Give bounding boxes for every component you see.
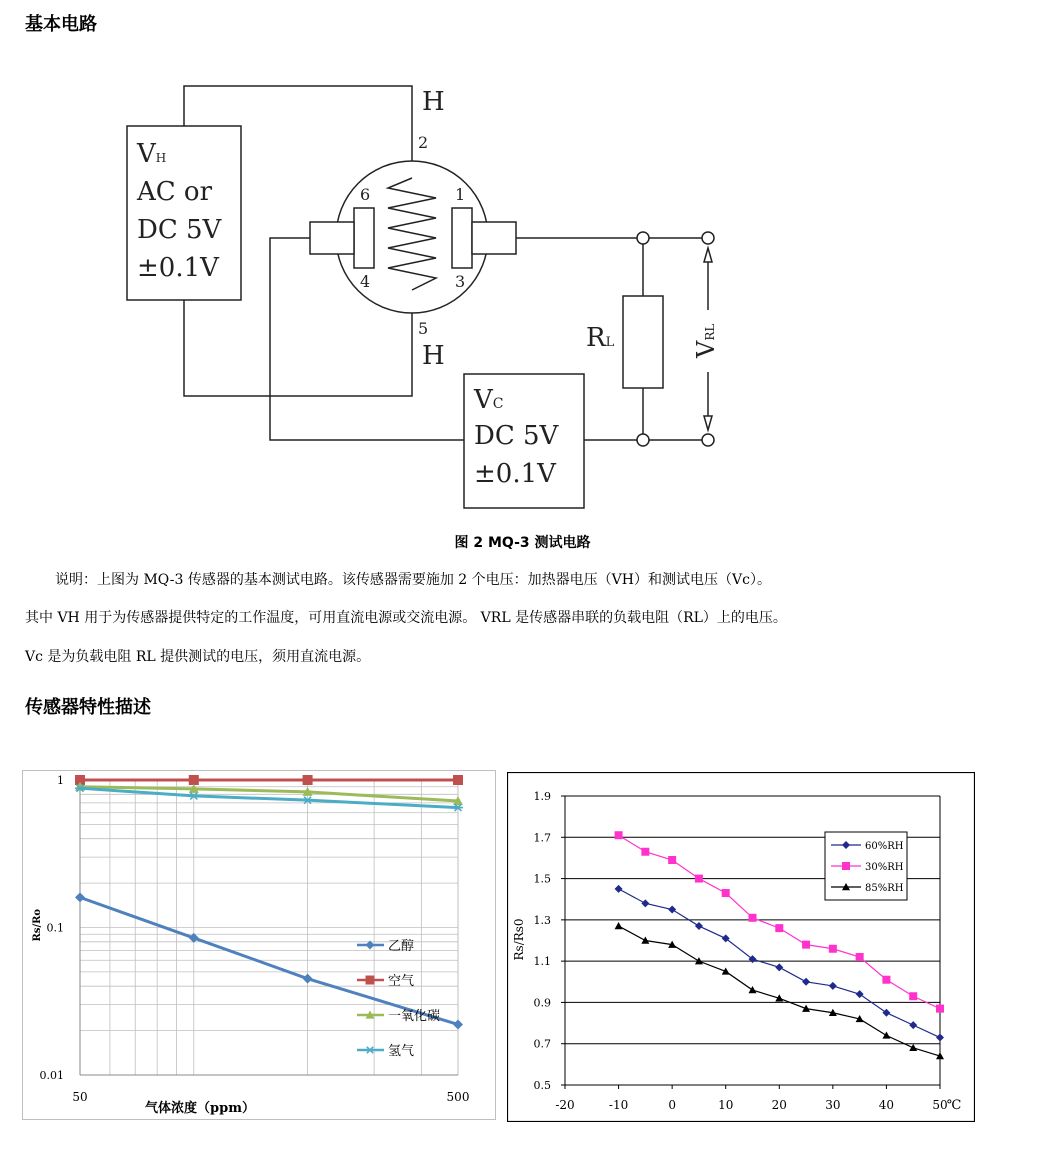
label-h-top: H: [422, 87, 445, 117]
legend-marker: [842, 862, 850, 870]
pin-label-2: 2: [418, 133, 429, 152]
arrow-up: [704, 248, 712, 262]
x-tick-label: 50: [932, 1098, 948, 1112]
chart-frame: [508, 773, 975, 1122]
load-label-sub: L: [605, 335, 615, 350]
pin-label-6: 6: [360, 185, 371, 204]
legend-label: 空气: [388, 974, 415, 989]
x-tick-label: 500: [446, 1090, 470, 1104]
y-tick-label: 0.7: [533, 1037, 551, 1051]
x-tick-label: 20: [771, 1098, 787, 1112]
heater-label-v: V: [137, 139, 156, 169]
data-point: [695, 875, 703, 883]
data-point: [856, 953, 864, 961]
y-tick-label: 1.5: [533, 872, 551, 886]
output-label-sub: RL: [703, 323, 717, 341]
terminal-bottom: [702, 434, 714, 446]
pin-label-3: 3: [455, 272, 466, 291]
y-tick-label: 0.01: [39, 1069, 64, 1082]
electrode-left: [354, 208, 374, 268]
heater-label-acor: AC or: [137, 177, 213, 207]
pin-label-1: 1: [455, 185, 466, 204]
y-tick-label: 0.9: [533, 996, 551, 1010]
label-h-bottom: H: [422, 341, 445, 371]
data-point: [936, 1005, 944, 1013]
x-tick-label: 50: [72, 1090, 88, 1104]
y-tick-label: 0.5: [533, 1079, 551, 1092]
legend: [825, 832, 907, 900]
junction-top: [637, 232, 649, 244]
test-label-v: V: [474, 385, 493, 415]
data-point: [668, 856, 676, 864]
legend-marker: [366, 976, 375, 985]
pin-label-5: 5: [418, 319, 429, 338]
test-label-dc: DC 5V: [474, 421, 559, 451]
data-point: [722, 889, 730, 897]
junction-bottom: [637, 434, 649, 446]
data-point: [189, 775, 199, 785]
section-title-basic-circuit: 基本电路: [25, 14, 97, 35]
circuit-diagram: [0, 0, 1045, 520]
pin-label-4: 4: [360, 272, 371, 291]
arrow-down: [704, 416, 712, 430]
y-axis-title: Rs/Rs0: [512, 918, 526, 961]
x-tick-label: -10: [608, 1098, 629, 1112]
load-label: R: [586, 323, 606, 353]
y-tick-label: 0.1: [46, 921, 64, 935]
data-point: [615, 831, 623, 839]
y-axis-title: Rs/Ro: [32, 908, 43, 942]
temperature-humidity-chart: [507, 772, 975, 1122]
heater-label-sub: H: [155, 151, 167, 165]
legend-label: 一氧化碳: [388, 1009, 441, 1024]
x-tick-label: 40: [878, 1098, 895, 1112]
test-label-sub: C: [492, 396, 504, 412]
gridlines: [80, 780, 458, 1075]
sensitivity-chart: [22, 770, 496, 1120]
legend-label: 30%RH: [865, 862, 904, 873]
chart-frame: [23, 771, 496, 1120]
y-tick-label: 1.1: [533, 955, 551, 969]
x-unit-label: ℃: [946, 1098, 962, 1113]
load-resistor: [623, 296, 663, 388]
figure-caption: 图 2 MQ-3 测试电路: [454, 535, 591, 551]
y-tick-label: 1.9: [533, 790, 551, 803]
legend-label: 85%RH: [865, 883, 904, 894]
svg-text:VRL: [692, 324, 720, 359]
description-line-1: 说明：上图为 MQ-3 传感器的基本测试电路。该传感器需要施加 2 个电压：加热器电压（VH）和测试电压（Vc）。: [55, 572, 771, 588]
x-axis-title: 气体浓度（ppm）: [145, 1101, 255, 1116]
pin-left: [310, 222, 354, 254]
legend-label: 乙醇: [388, 939, 415, 954]
section-title-characteristics: 传感器特性描述: [25, 697, 151, 718]
pin-right: [472, 222, 516, 254]
test-label-tol: ±0.1V: [474, 459, 556, 489]
data-point: [882, 976, 890, 984]
description-line-2: 其中 VH 用于为传感器提供特定的工作温度，可用直流电源或交流电源。 VRL 是传感器串联的负载电阻（RL）上的电压。: [25, 610, 787, 626]
x-tick-label: 0: [668, 1098, 676, 1112]
data-point: [641, 848, 649, 856]
legend-label: 氢气: [388, 1044, 415, 1059]
data-point: [453, 775, 463, 785]
data-point: [909, 992, 917, 1000]
x-tick-label: 30: [825, 1098, 841, 1112]
description-line-3: Vc 是为负载电阻 RL 提供测试的电压，须用直流电源。: [25, 649, 371, 665]
y-tick-label: 1.7: [533, 831, 551, 845]
terminal-top: [702, 232, 714, 244]
data-point: [749, 914, 757, 922]
heater-label-dc: DC 5V: [137, 215, 222, 245]
legend-label: 60%RH: [865, 841, 904, 852]
data-point: [303, 775, 313, 785]
x-tick-label: -20: [555, 1098, 575, 1112]
x-tick-label: 10: [718, 1098, 734, 1112]
y-tick-label: 1: [57, 774, 64, 787]
svg-text:RL: [586, 323, 615, 353]
y-tick-label: 1.3: [533, 913, 551, 927]
wire-heater-bottom: [184, 290, 412, 396]
heater-label-tol: ±0.1V: [137, 253, 219, 283]
output-label: V: [692, 340, 720, 358]
electrode-right: [452, 208, 472, 268]
data-point: [802, 941, 810, 949]
data-point: [775, 924, 783, 932]
data-point: [829, 945, 837, 953]
